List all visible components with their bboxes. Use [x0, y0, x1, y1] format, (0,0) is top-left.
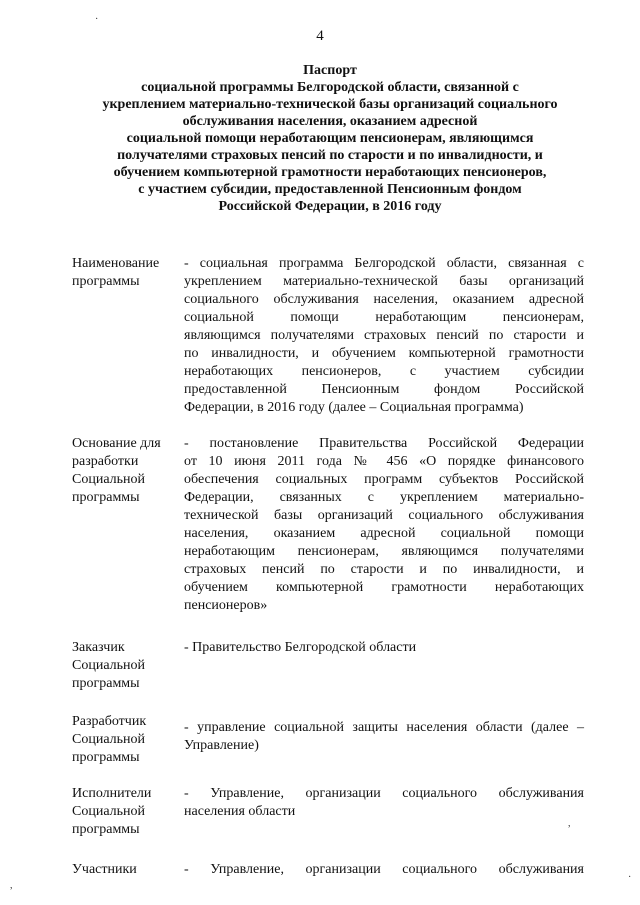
scan-speck: , [10, 880, 13, 891]
passport-table [72, 255, 584, 879]
row-value: - социальная программа Белгородской области, связанная с укреплением материально-технической базы организаций социального обслуживания населения, оказанием адресной социальной помощи неработающим пенсионерам, являющимся получателями страховых пенсий по старости и по инвалидности, и обучением компьютерной грамотности неработающих пенсионеров, с участием субсидии предоставленной Пенсионным фондом Российской Федерации, в 2016 году (далее – Социальная программа) [184, 256, 584, 415]
row-developer [72, 713, 584, 767]
row-value: - постановление Правительства Российской Федерации от 10 июня 2011 года № 456 «О порядке финансового обеспечения социальных программ субъектов Российской Федерации, связанных с укреплением материально- технической базы организаций социального обслуживания населения, оказанием адресной социальной помощи неработающим пенсионерам, являющимся получателями страховых пенсий по старости и по инвалидности, и обучением компьютерной грамотности неработающих пенсионеров» [184, 436, 584, 613]
row-label: Разработчик Социальной программы [72, 714, 147, 765]
scan-speck: , [568, 818, 571, 829]
scan-speck: · [95, 14, 99, 25]
row-participants [72, 861, 584, 879]
row-label: Заказчик Социальной программы [72, 640, 146, 691]
title-line: обслуживания населения, оказанием адресной [182, 114, 478, 129]
row-value: - Управление, организации социального обслуживания населения области [184, 786, 584, 819]
row-label: Наименование программы [72, 256, 160, 289]
row-value: - Управление, организации социального обслуживания [184, 862, 584, 877]
scan-speck: · [628, 872, 632, 883]
row-value: - Правительство Белгородской области [184, 640, 417, 655]
title-line: социальной помощи неработающим пенсионерам, являющимся [126, 131, 534, 146]
title-line: социальной программы Белгородской области, связанной с [141, 80, 519, 95]
row-basis [72, 435, 584, 615]
title-line: обучением компьютерной грамотности неработающих пенсионеров, [113, 165, 547, 180]
title-line: Российской Федерации, в 2016 году [218, 199, 442, 214]
passport-title [60, 62, 600, 215]
row-value: - управление социальной защиты населения области (далее – Управление) [184, 720, 584, 753]
row-executors [72, 785, 584, 839]
title-line: с участием субсидии, предоставленной Пенсионным фондом [138, 182, 522, 197]
title-line: получателями страховых пенсий по старости и по инвалидности, и [117, 148, 543, 163]
row-label: Исполнители Социальной программы [72, 786, 152, 837]
row-label: Основание для разработки Социальной программы [72, 436, 161, 505]
row-customer [72, 639, 584, 693]
page-number: 4 [316, 28, 324, 44]
row-program-name [72, 255, 584, 417]
row-label: Участники [72, 862, 137, 877]
title-line: укреплением материально-технической базы организаций социального [102, 97, 558, 112]
title-line: Паспорт [303, 63, 357, 78]
